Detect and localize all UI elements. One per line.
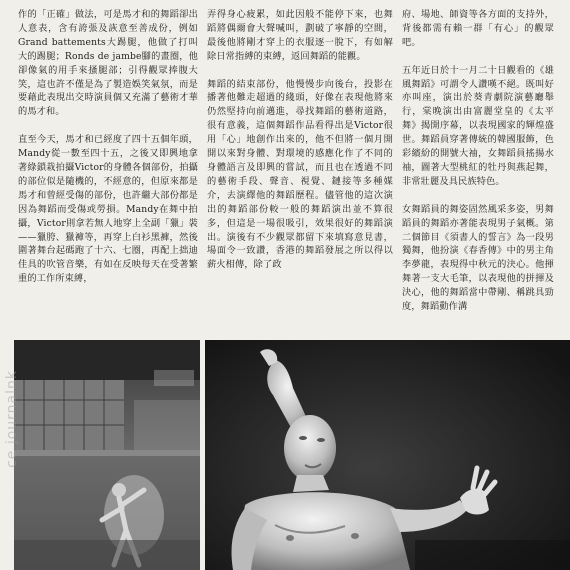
text-column-1: 作的「正確」做法，可是馬才和的舞蹈卻出人意表，含有誇張及詼意至善成份，例如Grand battements大踢腿，他做了打叫大的踢腿；Ronds de jambe腳的畫圈，他卻像氣的用手來搔腿部；引得觀眾捧腹大笑，這也許不僅是為了製造娛笑氣氛，而是要藉此表現出交時演員個又充滿了藝術才華的馬才和。 直至今天，馬才和已經度了四十五個年頭，Mandy從一數至四十五，之後又即興地拿著綠鎖栽拍攝Victor的身體各個部份，拍攝的部位似是隨機的，不經意的，但原來都是馬才和曾經受傷的部份，也許繼大部份都是因為舞蹈而受傷或勞損。Mandy在舞中拍攝，Victor則拿若無人地穿上全副「獵」裝——獵胯、獵褲等，再穿上白衫黑褲，然後圍著舞台起碼跑了十六、七圈，再配上拙迪佳具的吹管音樂，有如在反映每天在受著繁重的工作所束縛， <box>18 9 198 285</box>
side-watermark: ce journalnk <box>4 370 20 468</box>
text-column-3: 府、場地、師資等各方面的支持外，背後都需有賴一群「有心」的觀眾吧。 五年近日於十一月二十日觀看的《雄風舞蹈》可謂令人讚嘆不絕。既叫好亦叫座，演出於葵青劇院演藝廳舉行，棠晚演出由富麗堂皇的《太平舞》揭開序幕，以表現國家的輝煌盛世。舞蹈員穿著傳統的韓國服飾，色彩繽紛的開號大袖，女舞蹈員搖揚水袖，圖著大型桃紅的牡丹與燕起舞，非常壯麗及具民族特色。 女舞蹈員的舞姿固然風采多姿，男舞蹈員的舞蹈亦著能表現男子氣概。第二個節目《須書人的誓言》為一段男獨舞，他扮演《春香傳》中的男主角李夢龍，表現得中秋元的決心。他揮舞著一支大毛筆，以表現他的拼揮及決心，他的舞蹈當中帶剛、稱跳具勁度，舞蹈動作溝 <box>402 9 554 313</box>
photo-dancer-stage <box>14 340 200 570</box>
photo-dancer-closeup <box>205 340 570 570</box>
text-column-2: 弄得身心疲累，如此因般不能停下來，也舞蹈將偶爾會大聲喊叫，劃破了寧靜的空間，最後他將剛才穿上的衣服逐一脫下，有如解除日常指縛的束縛，返回舞蹈的能觀。 舞蹈的結束部份，他慢慢步向後台，投影在播著他難走超過的綫頭，好像在表現他將來仍然堅持向前邁進，尋找舞蹈的藝術道路，很有意義，這個舞蹈作品看得出是Victor很用「心」地創作出來的，他不但將一個月開開以來對身體、對環境的感應化作了不同的身體語言及即興的嘗試，而且也在透過不同的藝術手段、聲音、視覺、鏈接等多種媒介，去演繹他的舞蹈歷程。儘管他的這次演出的舞蹈部份較一般的舞蹈演出並不算很多，但這是一場很吸引，效果很好的舞蹈演出。演後有不少觀眾都留下來填寫意見書，場面令一致讚，香港的舞蹈發展之所以得以薪火相傳，除了政 <box>207 9 393 271</box>
